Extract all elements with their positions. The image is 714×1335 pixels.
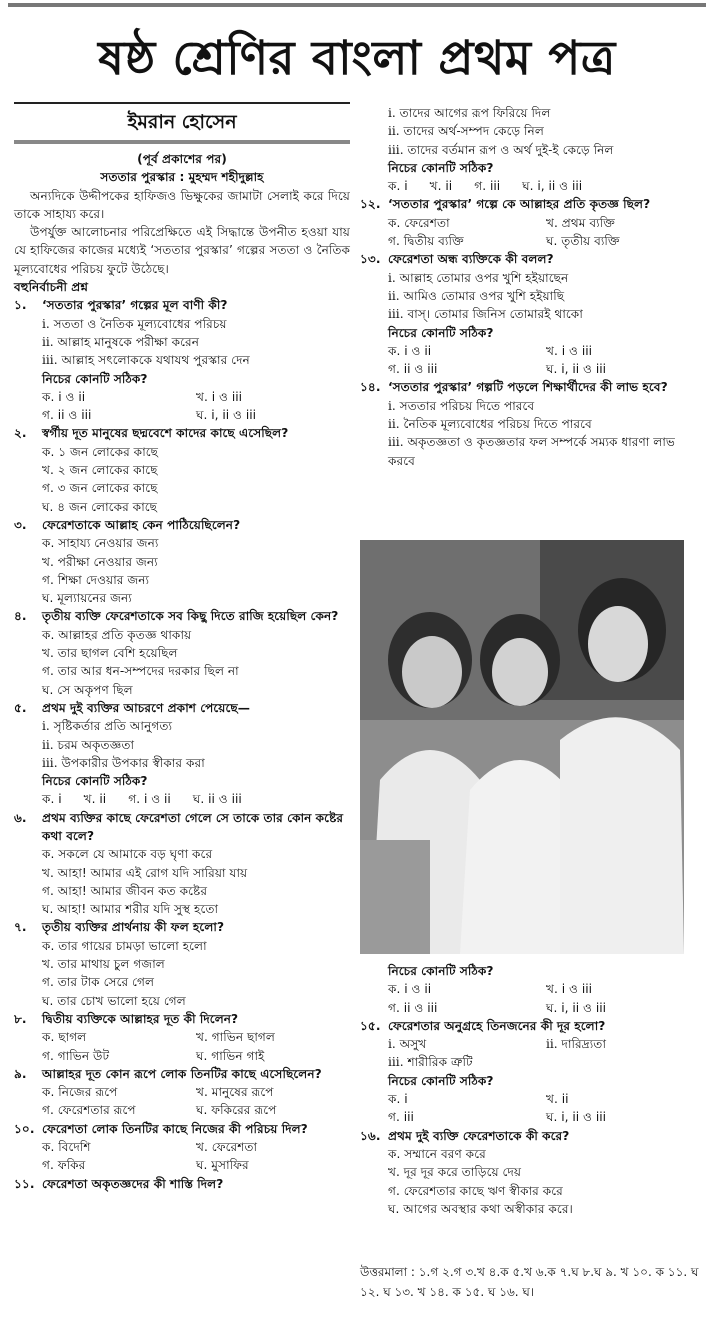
options bbox=[14, 1138, 350, 1175]
question: ১৫. ফেরেশতার অনুগ্রহে তিনজনের কী দূর হলো? bbox=[360, 1018, 606, 1033]
statement: ii. আল্লাহ মানুষকে পরীক্ষা করেন bbox=[42, 334, 199, 349]
option: গ. আহা! আমার জীবন কত কষ্টের bbox=[42, 883, 208, 898]
which-correct: নিচের কোনটি সঠিক? bbox=[388, 160, 494, 175]
option: খ. ii bbox=[546, 1092, 569, 1107]
option: ক. i ও ii bbox=[42, 389, 86, 404]
continued-note: (পূর্ব প্রকাশের পর) bbox=[137, 152, 227, 166]
option: ক. সম্মানে বরণ করে bbox=[388, 1146, 486, 1161]
statement: iii. আল্লাহ সৎলোককে যথাযথ পুরস্কার দেন bbox=[42, 353, 250, 368]
question: ১৪. ‘সততার পুরস্কার’ গল্পটি পড়লে শিক্ষার্থীদের কী লাভ হবে? bbox=[360, 380, 668, 395]
option: ক. ফেরেশতা bbox=[388, 215, 450, 230]
option: ঘ. গাভিন গাই bbox=[196, 1048, 265, 1063]
option: ঘ. i, ii ও iii bbox=[522, 179, 583, 194]
option: গ. তার টাক সেরে গেল bbox=[42, 975, 155, 990]
option: ঘ. তার চোখ ভালো হয়ে গেল bbox=[42, 993, 186, 1008]
options bbox=[360, 980, 704, 1017]
option: খ. i ও iii bbox=[546, 343, 593, 358]
option: ঘ. আহা! আমার শরীর যদি সুস্থ হতো bbox=[42, 902, 219, 917]
question: ৫. প্রথম দুই ব্যক্তির আচরণে প্রকাশ পেয়েছে— bbox=[14, 700, 250, 715]
option: ক. i bbox=[42, 792, 62, 807]
options bbox=[14, 1028, 350, 1065]
option: ঘ. ৪ জন লোকের কাছে bbox=[42, 499, 158, 514]
option: খ. ii bbox=[429, 179, 453, 194]
question: ৪. তৃতীয় ব্যক্তি ফেরেশতাকে সব কিছু দিতে রাজি হয়েছিল কেন? bbox=[14, 609, 339, 624]
options bbox=[360, 342, 704, 379]
statement: i. সততার পরিচয় দিতে পারবে bbox=[388, 398, 535, 413]
option: ঘ. তৃতীয় ব্যক্তি bbox=[546, 234, 620, 249]
options bbox=[360, 177, 704, 195]
statement: ii. আমিও তোমার ওপর খুশি হইয়াছি bbox=[388, 288, 565, 303]
statement: iii. উপকারীর উপকার স্বীকার করা bbox=[42, 755, 205, 770]
option: ঘ. আগের অবস্থার কথা অস্বীকার করে। bbox=[388, 1201, 573, 1216]
statement: iii. অকৃতজ্ঞতা ও কৃতজ্ঞতার ফল সম্পর্কে সম্যক ধারণা লাভ করবে bbox=[388, 435, 675, 468]
option: ঘ. সে অকৃপণ ছিল bbox=[42, 682, 133, 697]
option: খ. পরীক্ষা নেওয়ার জন্য bbox=[42, 554, 158, 569]
option: গ. ii ও iii bbox=[388, 362, 438, 377]
question: ১৩. ফেরেশতা অন্ধ ব্যক্তিকে কী বলল? bbox=[360, 252, 554, 267]
options bbox=[14, 388, 350, 425]
answer-key: উত্তরমালা : ১.গ ২.গ ৩.খ ৪.ক ৫.খ ৬.ক ৭.ঘ ৮.ঘ ৯. খ ১০. ক ১১. ঘ ১২. ঘ ১৩. খ ১৪. ক ১৫. ঘ ১৬. ঘ। bbox=[360, 1265, 699, 1299]
option: ক. ছাগল bbox=[42, 1030, 87, 1045]
statement: i. সৃষ্টিকর্তার প্রতি আনুগত্য bbox=[42, 719, 173, 734]
left-column bbox=[14, 102, 350, 1193]
option: খ. i ও iii bbox=[196, 389, 243, 404]
photo-illustration bbox=[360, 540, 684, 954]
option: গ. দ্বিতীয় ব্যক্তি bbox=[388, 234, 464, 249]
statement: ii. চরম অকৃতজ্ঞতা bbox=[42, 737, 135, 752]
option: গ. ii ও iii bbox=[388, 1000, 438, 1015]
question: ৮. দ্বিতীয় ব্যক্তিকে আল্লাহর দূত কী দিলেন? bbox=[14, 1011, 239, 1026]
statement: i. সততা ও নৈতিক মূল্যবোধের পরিচয় bbox=[42, 316, 227, 331]
banner-title: ষষ্ঠ শ্রেণির বাংলা প্রথম পত্র bbox=[98, 31, 616, 86]
option: খ. আহা! আমার এই রোগ যদি সারিয়া যায় bbox=[42, 865, 248, 880]
statement: ii. নৈতিক মূল্যবোধের পরিচয় দিতে পারবে bbox=[388, 417, 592, 432]
question: ৬. প্রথম ব্যক্তির কাছে ফেরেশতা গেলে সে তাকে তার কোন কষ্টের কথা বলে? bbox=[14, 810, 344, 843]
option: ক. সকলে যে আমাকে বড় ঘৃণা করে bbox=[42, 847, 213, 862]
option: খ. মানুষের রূপে bbox=[196, 1085, 274, 1100]
option: গ. ফেরেশতার রূপে bbox=[42, 1103, 136, 1118]
option: ক. বিদেশি bbox=[42, 1140, 91, 1155]
question: ৩. ফেরেশতাকে আল্লাহ কেন পাঠিয়েছিলেন? bbox=[14, 517, 241, 532]
option: ঘ. মুসাফির bbox=[196, 1158, 249, 1173]
option: গ. গাভিন উট bbox=[42, 1048, 110, 1063]
option: খ. তার মাথায় চুল গজাল bbox=[42, 957, 165, 972]
statements bbox=[360, 1035, 704, 1053]
statement: ii. তাদের অর্থ-সম্পদ কেড়ে নিল bbox=[388, 124, 544, 139]
option: খ. প্রথম ব্যক্তি bbox=[546, 215, 616, 230]
option: খ. i ও iii bbox=[546, 982, 593, 997]
question: ১২. ‘সততার পুরস্কার’ গল্পে কে আল্লাহর প্রতি কৃতজ্ঞ ছিল? bbox=[360, 197, 651, 212]
option: খ. তার ছাগল বেশি হয়েছিল bbox=[42, 646, 178, 661]
statement: iii. বাস্‌। তোমার জিনিস তোমারই থাকো bbox=[388, 307, 583, 322]
option: ঘ. i, ii ও iii bbox=[546, 1110, 607, 1125]
option: ক. তার গায়ের চামড়া ভালো হলো bbox=[42, 938, 207, 953]
which-correct: নিচের কোনটি সঠিক? bbox=[42, 371, 148, 386]
option: খ. ২ জন লোকের কাছে bbox=[42, 463, 158, 478]
question: ১. ‘সততার পুরস্কার’ গল্পের মূল বাণী কী? bbox=[14, 298, 228, 313]
top-rule bbox=[8, 3, 706, 7]
option: গ. ৩ জন লোকের কাছে bbox=[42, 481, 158, 496]
options bbox=[360, 214, 704, 251]
story-heading: সততার পুরস্কার : মুহম্মদ শহীদুল্লাহ bbox=[100, 170, 264, 185]
right-column bbox=[360, 104, 704, 470]
option: ঘ. i, ii ও iii bbox=[196, 408, 257, 423]
which-correct: নিচের কোনটি সঠিক? bbox=[388, 964, 494, 978]
right-column-lower bbox=[360, 962, 704, 1218]
question: ১১. ফেরেশতা অকৃতজ্ঞদের কী শাস্তি দিল? bbox=[14, 1176, 224, 1191]
option: গ. শিক্ষা দেওয়ার জন্য bbox=[42, 572, 150, 587]
option: ক. i ও ii bbox=[388, 982, 432, 997]
author-rule-bottom bbox=[14, 140, 350, 144]
option: ঘ. মূল্যায়নের জন্য bbox=[42, 591, 132, 606]
question: ১০. ফেরেশতা লোক তিনটির কাছে নিজের কী পরিচয় দিল? bbox=[14, 1121, 308, 1136]
option: খ. ফেরেশতা bbox=[196, 1140, 258, 1155]
option: ঘ. i, ii ও iii bbox=[546, 1000, 607, 1015]
option: খ. গাভিন ছাগল bbox=[196, 1030, 275, 1045]
paragraph: অন্যদিকে উদ্দীপকের হাফিজও ভিক্ষুকের জামাটা সেলাই করে দিয়ে তাকে সাহায্য করে। bbox=[14, 188, 350, 221]
statement: i. অসুখ bbox=[388, 1037, 427, 1052]
author-rule-top bbox=[14, 102, 350, 104]
option: ঘ. i, ii ও iii bbox=[546, 362, 607, 377]
options bbox=[360, 1090, 704, 1127]
author-name: ইমরান হোসেন bbox=[127, 111, 237, 133]
mcq-heading: বহুনির্বাচনী প্রশ্ন bbox=[14, 280, 88, 295]
which-correct: নিচের কোনটি সঠিক? bbox=[388, 1073, 494, 1088]
option: ক. সাহায্য নেওয়ার জন্য bbox=[42, 536, 159, 551]
option: গ. ফেরেশতার কাছে ঋণ স্বীকার করে bbox=[388, 1183, 563, 1198]
which-correct: নিচের কোনটি সঠিক? bbox=[42, 774, 148, 789]
statement: i. তাদের আগের রূপ ফিরিয়ে দিল bbox=[388, 106, 551, 120]
option: গ. iii bbox=[388, 1110, 414, 1125]
option: গ. তার আর ধন-সম্পদের দরকার ছিল না bbox=[42, 664, 239, 679]
option: গ. iii bbox=[474, 179, 501, 194]
option: ক. আল্লাহর প্রতি কৃতজ্ঞ থাকায় bbox=[42, 627, 192, 642]
option: ঘ. ii ও iii bbox=[192, 792, 242, 807]
statement: iii. শারীরিক ত্রুটি bbox=[388, 1055, 473, 1070]
statement: ii. দারিদ্র্যতা bbox=[546, 1037, 606, 1052]
option: গ. ফকির bbox=[42, 1158, 86, 1173]
option: ক. নিজের রূপে bbox=[42, 1085, 118, 1100]
option: ক. i bbox=[388, 1092, 408, 1107]
question: ২. স্বর্গীয় দূত মানুষের ছদ্মবেশে কাদের কাছে এসেছিল? bbox=[14, 426, 289, 441]
option: ক. i bbox=[388, 179, 408, 194]
option: খ. ii bbox=[83, 792, 107, 807]
statement: i. আল্লাহ তোমার ওপর খুশি হইয়াছেন bbox=[388, 270, 569, 285]
option: খ. দূর দূর করে তাড়িয়ে দেয় bbox=[388, 1165, 522, 1180]
question: ১৬. প্রথম দুই ব্যক্তি ফেরেশতাকে কী করে? bbox=[360, 1128, 570, 1143]
question: ৭. তৃতীয় ব্যক্তির প্রার্থনায় কী ফল হলো? bbox=[14, 920, 225, 935]
option: ঘ. ফকিরের রূপে bbox=[196, 1103, 277, 1118]
students-photo bbox=[360, 540, 684, 954]
question: ৯. আল্লাহর দূত কোন রূপে লোক তিনটির কাছে এসেছিলেন? bbox=[14, 1066, 322, 1081]
option: গ. i ও ii bbox=[128, 792, 171, 807]
option: ক. ১ জন লোকের কাছে bbox=[42, 444, 159, 459]
which-correct: নিচের কোনটি সঠিক? bbox=[388, 325, 494, 340]
options bbox=[14, 1083, 350, 1120]
paragraph: উপর্যুক্ত আলোচনার পরিপ্রেক্ষিতে এই সিদ্ধান্তে উপনীত হওয়া যায় যে হাফিজের কাজের মধ্যেই ‘সততার পুরস্কার’ গল্পের সততা ও নৈতিক মূল্যবোধের পরিচয় ফুটে উঠেছে। bbox=[14, 225, 350, 276]
option: ক. i ও ii bbox=[388, 343, 432, 358]
options bbox=[14, 790, 350, 808]
statement: iii. তাদের বর্তমান রূপ ও অর্থ দুই-ই কেড়ে নিল bbox=[388, 142, 614, 157]
option: গ. ii ও iii bbox=[42, 408, 92, 423]
